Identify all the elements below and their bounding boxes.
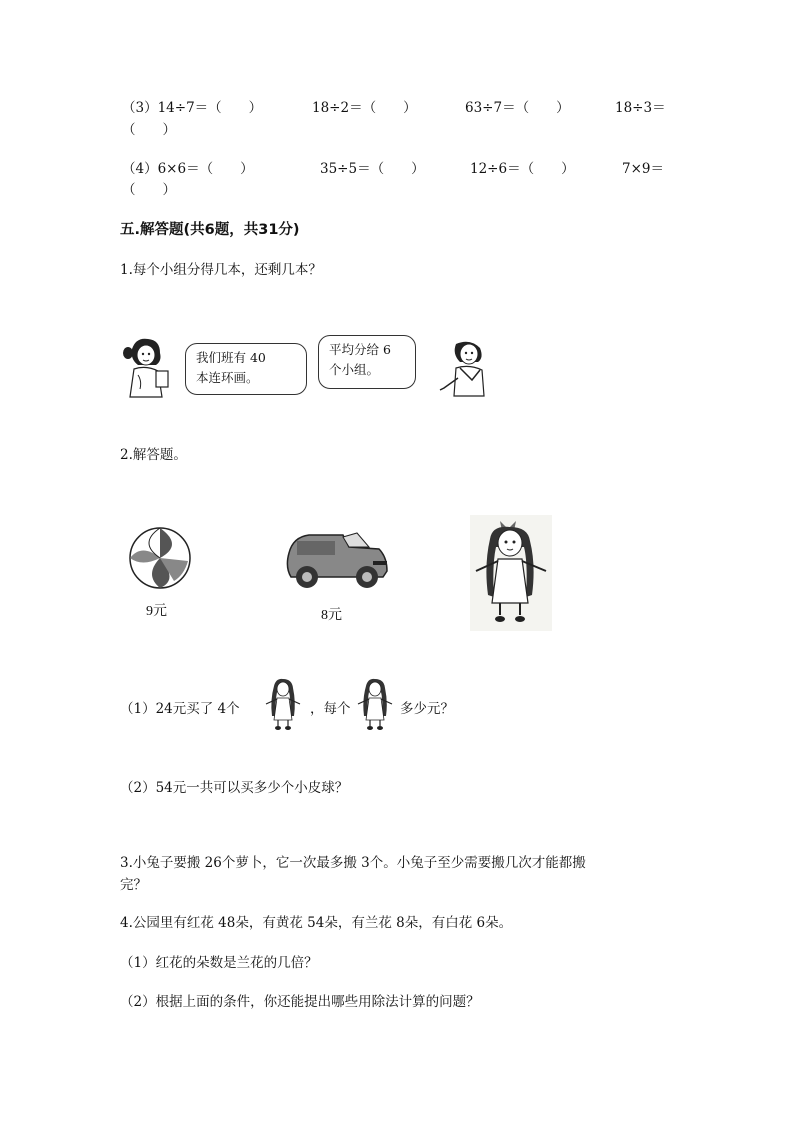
speech-bubble-right-line-1: 平均分给 6 bbox=[329, 342, 391, 357]
equation-3-2: 18÷2＝（ ） bbox=[312, 100, 417, 116]
beach-ball-icon bbox=[124, 525, 196, 591]
ball-price: 9元 bbox=[146, 604, 167, 619]
toy-jeep-icon bbox=[283, 527, 393, 595]
equation-4-2: 35÷5＝（ ） bbox=[320, 161, 425, 177]
question-3-line-2: 完？ bbox=[120, 877, 147, 893]
question-4-title: 4.公园里有红花 48朵，有黄花 54朵，有兰花 8朵，有白花 6朵。 bbox=[120, 915, 513, 931]
speech-bubble-right bbox=[318, 335, 416, 389]
car-price: 8元 bbox=[321, 608, 342, 623]
question-2-1-part-c: 多少元？ bbox=[400, 701, 454, 717]
doll-icon bbox=[470, 515, 552, 631]
question-2-1-part-b: ，每个 bbox=[310, 701, 351, 717]
equation-3-1: （3）14÷7＝（ ） bbox=[122, 100, 263, 116]
speech-bubble-left-line-2: 本连环画。 bbox=[196, 370, 259, 385]
small-doll-icon-2 bbox=[354, 676, 396, 732]
question-4-2: （2）根据上面的条件，你还能提出哪些用除法计算的问题？ bbox=[120, 994, 480, 1010]
equation-4-3: 12÷6＝（ ） bbox=[470, 161, 575, 177]
speech-bubble-left-line-1: 我们班有 40 bbox=[196, 350, 266, 365]
section-heading: 五.解答题(共6题，共31分) bbox=[120, 222, 300, 238]
equation-4-1: （4）6×6＝（ ） bbox=[122, 161, 254, 177]
equation-4-4: 7×9＝ bbox=[622, 161, 664, 177]
speech-bubble-right-line-2: 个小组。 bbox=[329, 362, 380, 377]
question-3-line-1: 3.小兔子要搬 26个萝卜，它一次最多搬 3个。小兔子至少需要搬几次才能都搬 bbox=[120, 855, 586, 871]
question-1-title: 1.每个小组分得几本，还剩几本？ bbox=[120, 262, 322, 278]
equation-3-4: 18÷3＝ bbox=[615, 100, 666, 116]
equation-3-3: 63÷7＝（ ） bbox=[465, 100, 570, 116]
speech-bubble-left bbox=[185, 343, 307, 395]
question-2-1-part-a: （1）24元买了 4个 bbox=[120, 701, 240, 717]
question-2-2: （2）54元一共可以买多少个小皮球？ bbox=[120, 780, 349, 796]
boy-illustration bbox=[436, 338, 492, 398]
equation-4-4-answer: （ ） bbox=[122, 182, 176, 198]
question-4-1: （1）红花的朵数是兰花的几倍？ bbox=[120, 955, 318, 971]
small-doll-icon bbox=[262, 676, 304, 732]
question-2-title: 2.解答题。 bbox=[120, 447, 187, 463]
equation-3-4-answer: （ ） bbox=[122, 122, 176, 138]
girl-reading-illustration bbox=[118, 335, 176, 399]
